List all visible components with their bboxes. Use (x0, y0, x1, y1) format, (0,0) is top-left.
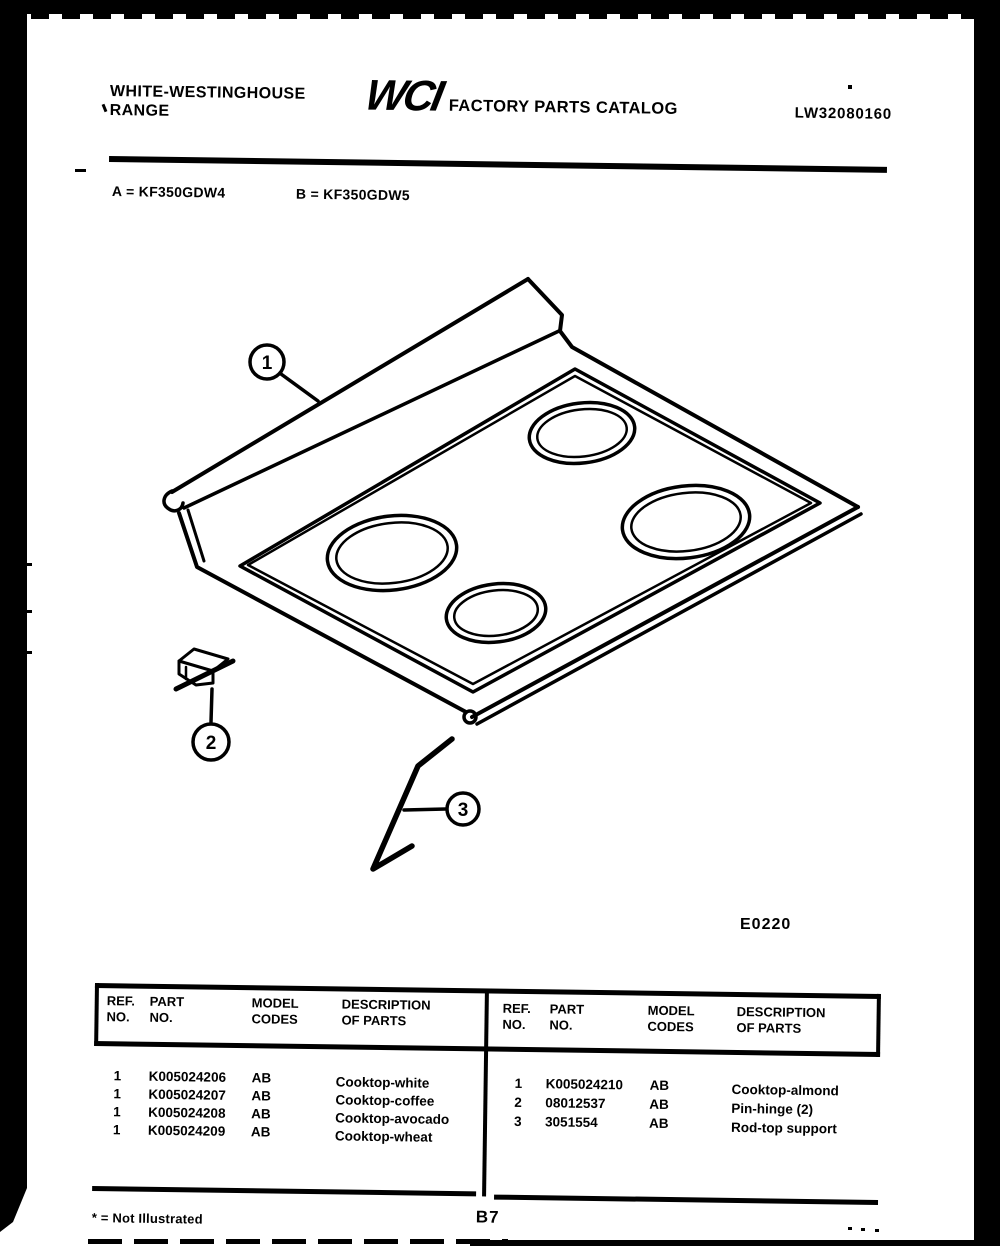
desc-cell: Rod-top support (730, 1119, 837, 1137)
col-part-header (149, 994, 184, 1026)
ref-cell: 2 (514, 1094, 522, 1110)
ref-cell: 1 (113, 1086, 122, 1102)
col-model-line1: MODEL (647, 1002, 695, 1019)
col-desc-line1: DESCRIPTION (736, 1003, 826, 1021)
desc-cell: Pin-hinge (2) (731, 1100, 814, 1118)
burner-right-large (618, 478, 754, 565)
callout-3-leader (404, 809, 446, 810)
burner-openings (323, 397, 754, 648)
wci-logo: WCI (361, 71, 446, 121)
col-part-line1: PART (149, 993, 185, 1010)
burner-left-large (323, 508, 461, 597)
desc-cell: Cooktop-coffee (335, 1092, 435, 1109)
ref-cell: 1 (112, 1122, 121, 1138)
col-ref-header (502, 1001, 531, 1033)
desc-cell: Cooktop-almond (731, 1081, 839, 1099)
col-ref-line1: REF. (502, 1000, 531, 1017)
not-illustrated-note: * = Not Illustrated (91, 1210, 203, 1227)
col-desc-line1: DESCRIPTION (341, 996, 431, 1013)
callout-3-label: 3 (457, 800, 469, 821)
codes-cell: AB (648, 1115, 669, 1132)
col-model-line1: MODEL (251, 995, 299, 1011)
callout-1-label: 1 (261, 353, 273, 374)
brand-line2: RANGE (109, 101, 170, 120)
codes-cell: AB (251, 1106, 271, 1122)
codes-cell: AB (649, 1096, 669, 1113)
callout-2-label: 2 (205, 733, 217, 754)
col-model-header (251, 995, 298, 1028)
burner-front-small (443, 578, 549, 648)
col-ref-line2: NO. (106, 1009, 130, 1025)
col-part-line1: PART (549, 1001, 585, 1017)
publication-number: LW32080160 (794, 104, 893, 123)
col-model-line2: CODES (251, 1011, 298, 1027)
ref-cell: 1 (113, 1104, 121, 1120)
part-cell: K005024208 (148, 1104, 226, 1121)
part-cell: K005024207 (148, 1086, 226, 1103)
col-desc-header (736, 1004, 825, 1037)
rod-top-support-part (373, 739, 452, 869)
col-part-line2: NO. (549, 1017, 573, 1033)
col-ref-line1: REF. (106, 993, 136, 1009)
col-desc-line2: OF PARTS (341, 1012, 407, 1029)
col-part-header (549, 1001, 584, 1033)
col-part-line2: NO. (149, 1009, 173, 1026)
catalog-title: FACTORY PARTS CATALOG (448, 96, 678, 118)
inner-border-outer (240, 369, 820, 692)
col-ref-line2: NO. (502, 1016, 526, 1033)
brand-line1: WHITE-WESTINGHOUSE (109, 83, 306, 103)
codes-cell: AB (251, 1070, 272, 1086)
codes-cell: AB (250, 1124, 271, 1140)
table-left-border (94, 983, 99, 1046)
part-cell: 3051554 (545, 1114, 598, 1131)
callout-1-leader (281, 374, 318, 401)
codes-cell: AB (251, 1088, 272, 1104)
desc-cell: Cooktop-white (335, 1074, 430, 1091)
callout-2-leader (211, 689, 212, 722)
ref-cell: 3 (514, 1113, 522, 1129)
part-cell: K005024206 (148, 1068, 227, 1085)
part-cell: K005024209 (147, 1122, 226, 1139)
col-ref-header (106, 993, 135, 1025)
figure-code: E0220 (740, 916, 792, 933)
model-a-label: A = KF350GDW4 (111, 183, 226, 201)
ref-cell: 1 (113, 1068, 122, 1084)
table-center-divider (482, 988, 489, 1196)
codes-cell: AB (649, 1077, 670, 1094)
table-bottom-border-left (92, 1186, 476, 1196)
desc-cell: Cooktop-avocado (335, 1110, 450, 1127)
part-cell: K005024210 (545, 1076, 624, 1093)
part-cell: 08012537 (545, 1095, 606, 1112)
col-desc-header (341, 996, 430, 1029)
desc-cell: Cooktop-wheat (334, 1128, 433, 1145)
ref-cell: 1 (514, 1075, 523, 1091)
table-bottom-border-right (494, 1195, 878, 1205)
burner-back-small (526, 397, 639, 469)
col-model-line2: CODES (647, 1018, 694, 1035)
callout-1 (250, 345, 318, 401)
pin-hinge-part (176, 649, 233, 689)
col-model-header (647, 1003, 694, 1036)
col-desc-line2: OF PARTS (736, 1019, 802, 1036)
page-number: B7 (475, 1207, 500, 1227)
model-b-label: B = KF350GDW5 (295, 185, 411, 204)
